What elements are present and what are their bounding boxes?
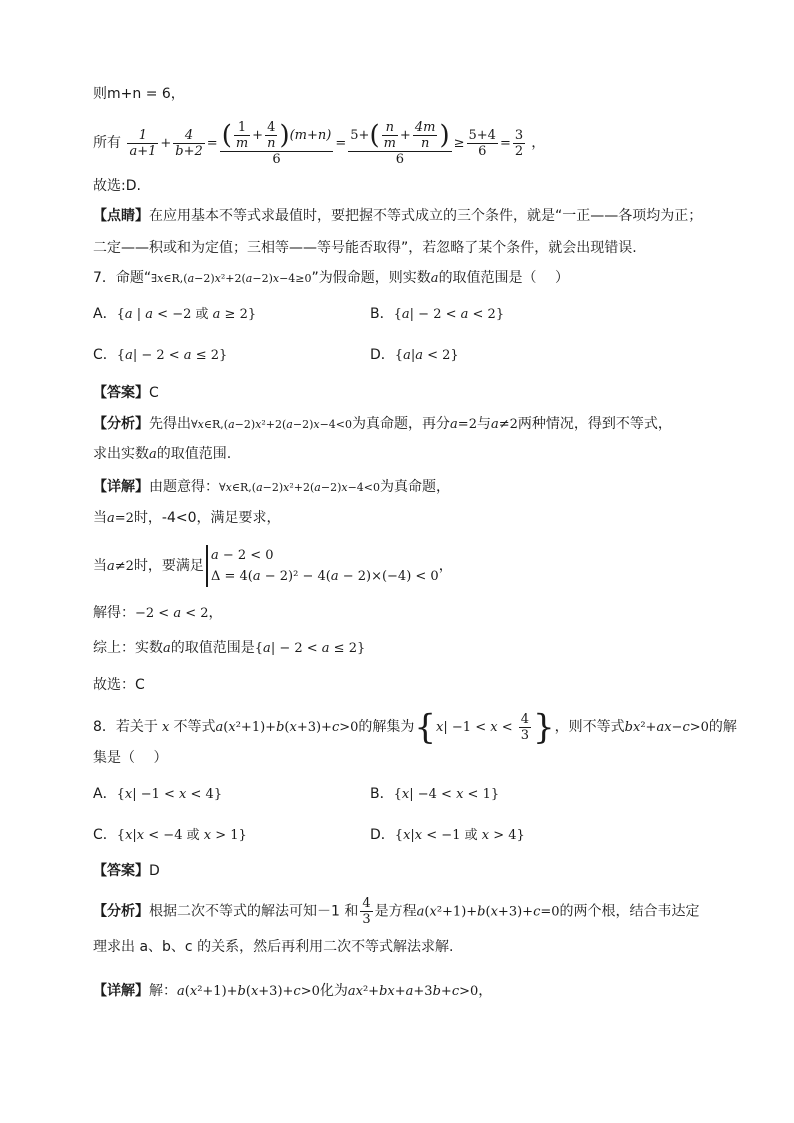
q8-option-a[interactable]: A．{x| −1 < x < 4} <box>93 786 223 802</box>
q7-option-c[interactable]: C．{a| − 2 < a ≤ 2} <box>93 347 228 363</box>
q7-xj3-text-c: ， <box>438 558 453 574</box>
q8-xj1b: 化为 <box>319 983 348 999</box>
q7-option-c-label: C． <box>93 347 117 363</box>
dianjing-text1: 在应用基本不等式求最值时，要把握不等式成立的三个条件，就是“一正——各项均为正； <box>149 208 703 224</box>
q8-option-c[interactable]: C．{x|x < −4 或 x > 1} <box>93 827 247 843</box>
q8-f1b: 是方程 <box>374 903 417 920</box>
q8-answer-value: D <box>149 863 160 879</box>
q7-proposition: ∃x∈R,(a−2)x²+2(a−2)x−4≥0 <box>151 272 312 285</box>
q8-option-c-label: C． <box>93 827 117 843</box>
q7-xiangjie-line3: 当a≠2时，要满足 a − 2 < 0 Δ = 4(a − 2)² − 4(a − 2)×(−4) < 0 ， <box>93 545 453 589</box>
q7-xj4-text-b: ， <box>208 605 223 621</box>
line-choose-d <box>93 176 141 196</box>
q7-answer-value: C <box>149 385 159 401</box>
q7-xj3-text-b: 时，要满足 <box>133 558 204 574</box>
choose-d-text: 故选:D. <box>93 178 141 194</box>
q7-fenxi-text-a: 先得出 <box>149 416 191 432</box>
q8-answer-tag: 【答案】 <box>93 863 149 879</box>
q7-fenxi-tag: 【分析】 <box>93 416 149 432</box>
q8-option-b-label: B． <box>370 786 394 802</box>
lead-text: 所有 <box>93 135 121 151</box>
q8-stem-line2 <box>93 748 167 768</box>
q7-option-b[interactable]: B．{a| − 2 < a < 2} <box>370 306 505 322</box>
q7-xj1-text-a: 由题意得： <box>149 479 219 495</box>
q7-xj4-text-a: 解得： <box>93 605 135 621</box>
q7-fenxi-text-b: 为真命题，再分 <box>352 416 451 432</box>
q7-answer <box>93 383 159 403</box>
q7-fenxi-text-d: 两种情况，得到不等式， <box>517 416 672 432</box>
q8-t2: 的解集为 <box>358 719 415 735</box>
q7-xiangjie-tag: 【详解】 <box>93 479 149 495</box>
fraction-expression: $\frac{1}{a+1}$ + $\frac{4}{b+2}$ = ( $\frac{1}{m}$ + $\frac{4}{n}$ )(m+n) 6 = 5+( $\frac{n}{m}$ + $\frac{4m}{n}$ ) 6 ≥ $\frac{5+4}{6}$ = $\frac{3}{2}$ <box>129 120 524 167</box>
line-m-plus-n-text: 则m+n = 6， <box>93 86 185 102</box>
q7-xj2-text-b: 时，-4<0，满足要求， <box>133 510 281 526</box>
q7-xj1-text-b: 为真命题， <box>380 479 451 495</box>
line-m-plus-n <box>93 84 185 104</box>
q8-stem-line1: 8．若关于 x 不等式a(x²+1)+b(x+3)+c>0的解集为{x| −1 < x < $\frac{4}{3}$ }，则不等式bx²+ax−c>0的解 <box>93 707 737 748</box>
dianjing-tag: 【点睛】 <box>93 208 149 224</box>
line2-tail: ， <box>531 135 546 151</box>
q7-fenxi-text-c: 与 <box>476 416 491 432</box>
q8-xj1c: ， <box>478 983 493 999</box>
q7-xiangjie-line5: 综上：实数a的取值范围是{a| − 2 < a ≤ 2} <box>93 640 366 656</box>
q7-xj6-text: 故选：C <box>93 677 145 693</box>
q8-f2: 理求出 a、b、c 的关系，然后再利用二次不等式解法求解. <box>93 939 454 955</box>
q7-option-d-label: D． <box>370 347 395 363</box>
q7-tail1: ”为假命题，则实数 <box>311 270 431 286</box>
q8-t1: 不等式 <box>173 719 216 735</box>
q7-tail2: 的取值范围是（ ） <box>438 270 570 286</box>
q8-xiangjie-tag: 【详解】 <box>93 983 149 999</box>
q7-xiangjie-line4: 解得：−2 < a < 2， <box>93 605 223 621</box>
q8-f1c: 的两个根，结合韦达定 <box>559 903 700 920</box>
q8-option-b[interactable]: B．{x| −4 < x < 1} <box>370 786 500 802</box>
line-fraction-expression <box>93 120 545 170</box>
q8-fenxi-tag: 【分析】 <box>93 903 149 920</box>
q7-xj5-text-a: 综上：实数 <box>93 640 163 656</box>
q7-fenxi-text-e: 求出实数 <box>93 446 149 462</box>
q7-xiangjie-line2: 当a=2时，-4<0，满足要求， <box>93 510 281 526</box>
q8-fenxi-line2 <box>93 937 454 957</box>
q7-answer-tag: 【答案】 <box>93 385 149 401</box>
q8-t4: 的解 <box>708 719 737 735</box>
q7-fenxi-line1: 【分析】先得出∀x∈R,(a−2)x²+2(a−2)x−4<0为真命题，再分a=2与a≠2两种情况，得到不等式， <box>93 416 672 432</box>
q8-t3: ，则不等式 <box>554 719 625 735</box>
q7-fenxi-text-f: 的取值范围. <box>156 446 232 462</box>
q7-option-d[interactable]: D．{a|a < 2} <box>370 347 459 363</box>
q7-xiangjie-line1: 【详解】由题意得：∀x∈R,(a−2)x²+2(a−2)x−4<0为真命题， <box>93 479 451 495</box>
q7-option-a[interactable]: A．{a | a < −2 或 a ≥ 2} <box>93 306 257 322</box>
q7-option-b-label: B． <box>370 306 394 322</box>
q8-fenxi-line1: 【分析】根据二次不等式的解法可知－1 和 $\frac{4}{3}$ 是方程a(x²+1)+b(x+3)+c=0的两个根，结合韦达定 <box>93 896 700 927</box>
q7-xj2-text-a: 当 <box>93 510 107 526</box>
dianjing-line2 <box>93 238 637 258</box>
q7-stem: 7．命题“∃x∈R,(a−2)x²+2(a−2)x−4≥0”为假命题，则实数a的取值范围是（ ） <box>93 270 570 286</box>
q8-xiangjie-line1: 【详解】解：a(x²+1)+b(x+3)+c>0化为ax²+bx+a+3b+c>0， <box>93 983 493 999</box>
q7-inequality-system: a − 2 < 0 Δ = 4(a − 2)² − 4(a − 2)×(−4) < 0 <box>206 545 439 587</box>
q8-answer <box>93 861 160 881</box>
q8-f1a: 根据二次不等式的解法可知－1 和 <box>149 903 359 920</box>
q7-xiangjie-line6 <box>93 675 145 695</box>
q7-num: 7．命题“ <box>93 270 152 286</box>
q7-xj5-text-b: 的取值范围是 <box>170 640 255 656</box>
q7-xj3-text-a: 当 <box>93 558 107 574</box>
q7-fenxi-line2: 求出实数a的取值范围. <box>93 446 232 462</box>
q8-option-d-label: D． <box>370 827 395 843</box>
q8-num: 8．若关于 <box>93 719 158 735</box>
q8-option-d[interactable]: D．{x|x < −1 或 x > 4} <box>370 827 525 843</box>
q8-t5: 集是（ ） <box>93 750 168 766</box>
dianjing-line1 <box>93 206 702 226</box>
q8-xj1a: 解： <box>149 983 177 999</box>
q7-option-a-label: A． <box>93 306 117 322</box>
q8-option-a-label: A． <box>93 786 117 802</box>
dianjing-text2: 二定——积或和为定值；三相等——等号能否取得”，若忽略了某个条件，就会出现错误. <box>93 240 637 256</box>
